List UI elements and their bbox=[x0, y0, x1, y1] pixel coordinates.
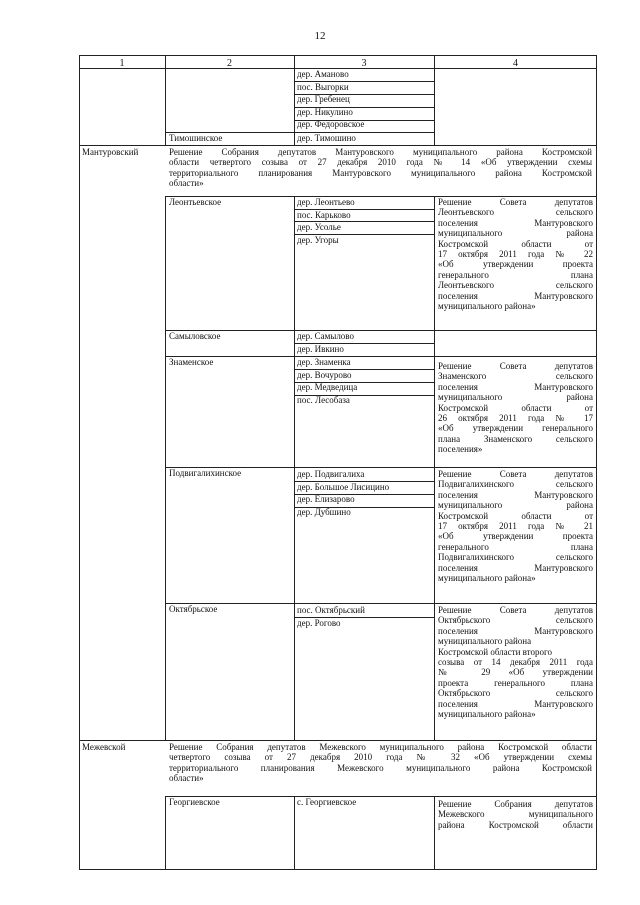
col-line-1 bbox=[165, 796, 166, 870]
plan-line: муниципального района bbox=[438, 228, 593, 239]
plan-line: 17 октября 2011 года № 22 bbox=[438, 249, 593, 260]
plan-line: Решение Совета депутатов bbox=[438, 361, 593, 371]
plan-line: поселения Мантуровского bbox=[438, 489, 593, 500]
decision-line: Решение Собрания депутатов Межевского муниципального района Костромской области bbox=[169, 742, 592, 752]
plan-line: Костромской области второго bbox=[438, 646, 552, 657]
plan-line: Решение Совета депутатов bbox=[438, 469, 593, 479]
plan-line: муниципального района bbox=[438, 636, 532, 647]
plan-line: муниципального района» bbox=[438, 301, 536, 312]
plan-line: поселения Мантуровского bbox=[438, 381, 593, 392]
district-divider bbox=[79, 145, 597, 146]
plan-line: муниципального района» bbox=[438, 573, 536, 584]
settlement-name: пос. Октябрьский bbox=[297, 605, 365, 615]
plan-line: созыва от 14 декабря 2011 года bbox=[438, 657, 593, 668]
plan-line: Решение Собрания депутатов bbox=[438, 799, 593, 809]
header-col-3: 3 bbox=[361, 58, 367, 69]
settlement-name: дер. Федоровское bbox=[297, 119, 365, 130]
plan-line: № 29 «Об утверждении bbox=[438, 667, 593, 678]
settlement-name: дер. Никулино bbox=[297, 106, 353, 117]
row-divider bbox=[165, 356, 597, 357]
district-decision bbox=[169, 742, 592, 784]
plan-line: муниципального района bbox=[438, 392, 593, 403]
plan-line: «Об утверждении проекта bbox=[438, 259, 593, 270]
plan-line: Леонтьевского сельского bbox=[438, 280, 593, 291]
rural-settlement-name: Знаменское bbox=[169, 357, 214, 367]
settlement-name: дер. Гребенец bbox=[297, 94, 350, 105]
settlement-divider bbox=[294, 221, 434, 222]
settlement-divider bbox=[294, 209, 434, 210]
plan-line: поселения Мантуровского bbox=[438, 625, 593, 636]
settlement-name: дер. Леонтьево bbox=[297, 197, 355, 207]
decision-line: территориального планирования Мантуровского муниципального района Костромской bbox=[169, 167, 592, 178]
settlement-name: дер. Угоры bbox=[297, 234, 339, 245]
plan-line: муниципального района bbox=[438, 500, 593, 511]
settlement-divider bbox=[294, 617, 434, 618]
plan-line: Костромской области от bbox=[438, 510, 593, 521]
plan-line: поселения Мантуровского bbox=[438, 217, 593, 228]
settlement-name: дер. Большое Лисицино bbox=[297, 481, 390, 492]
settlement-name: дер. Знаменка bbox=[297, 357, 351, 367]
settlement-name: пос. Лесобаза bbox=[297, 394, 350, 405]
settlement-divider bbox=[294, 395, 434, 396]
general-plan-decision bbox=[438, 799, 593, 830]
plan-line: Решение Совета депутатов bbox=[438, 197, 593, 207]
settlement-name: дер. Тимошино bbox=[297, 133, 356, 143]
settlement-name: дер. Подвигалиха bbox=[297, 469, 365, 479]
col-line-2 bbox=[294, 196, 295, 740]
plan-line: 17 октября 2011 года № 21 bbox=[438, 521, 593, 532]
plan-line: плана Знаменского сельского bbox=[438, 433, 593, 444]
decision-line: области четвертого созыва от 27 декабря 2010 года № 14 «Об утверждении схемы bbox=[169, 157, 592, 168]
row-divider bbox=[165, 330, 597, 331]
district-decision bbox=[169, 147, 592, 189]
col-line-3 bbox=[434, 55, 435, 145]
plan-line: Октябрьского сельского bbox=[438, 688, 593, 699]
rural-settlement-name: Георгиевское bbox=[169, 797, 220, 807]
settlement-divider bbox=[294, 234, 434, 235]
general-plan-decision bbox=[438, 197, 593, 311]
plan-line: генерального плана bbox=[438, 541, 593, 552]
row-divider bbox=[165, 603, 597, 604]
plan-line: поселения Мантуровского bbox=[438, 698, 593, 709]
col-line-2 bbox=[294, 796, 295, 870]
settlement-divider bbox=[294, 343, 434, 344]
settlement-name: с. Георгиевское bbox=[297, 797, 357, 807]
col-line-3 bbox=[434, 796, 435, 870]
plan-line: Подвигалихинского сельского bbox=[438, 552, 593, 563]
decision-line: четвертого созыва от 27 декабря 2010 года № 32 «Об утверждении схемы bbox=[169, 752, 592, 763]
general-plan-decision bbox=[438, 605, 593, 719]
header-col-4: 4 bbox=[513, 58, 518, 69]
rural-settlement-name: Подвигалихинское bbox=[169, 468, 242, 478]
decision-line: области» bbox=[169, 178, 204, 189]
settlement-name: дер. Медведица bbox=[297, 382, 358, 393]
col-line-3 bbox=[434, 196, 435, 740]
rural-settlement-name: Самыловское bbox=[169, 331, 221, 341]
plan-line: Костромской области от bbox=[438, 402, 593, 413]
plan-line: Леонтьевского сельского bbox=[438, 207, 593, 218]
settlement-name: дер. Вочурово bbox=[297, 369, 352, 380]
settlement-list bbox=[297, 797, 356, 810]
plan-line: поселения Мантуровского bbox=[438, 290, 593, 301]
district-divider bbox=[79, 740, 597, 741]
decision-line: области» bbox=[169, 773, 204, 784]
decision-line: Решение Собрания депутатов Мантуровского муниципального района Костромской bbox=[169, 147, 592, 157]
header-col-2: 2 bbox=[227, 58, 232, 69]
page-number: 12 bbox=[314, 30, 326, 42]
settlement-divider bbox=[294, 481, 434, 482]
settlement-divider bbox=[294, 94, 434, 95]
plan-line: Костромской области от bbox=[438, 238, 593, 249]
general-plan-decision bbox=[438, 361, 593, 455]
rural-settlement-name: Леонтьевское bbox=[169, 197, 222, 207]
settlement-name: пос. Карьково bbox=[297, 209, 351, 220]
row-divider bbox=[165, 796, 597, 797]
settlement-list-continued bbox=[297, 69, 364, 132]
settlement-name: дер. Ивкино bbox=[297, 343, 344, 354]
plan-line: Октябрьского сельского bbox=[438, 615, 593, 626]
settlement-divider bbox=[294, 120, 434, 121]
plan-line: 26 октября 2011 года № 17 bbox=[438, 413, 593, 424]
settlement-name: дер. Рогово bbox=[297, 617, 341, 628]
settlement-name: дер. Самылово bbox=[297, 331, 354, 341]
plan-line: «Об утверждении генерального bbox=[438, 423, 593, 434]
plan-line: Подвигалихинского сельского bbox=[438, 479, 593, 490]
settlement-divider bbox=[294, 382, 434, 383]
settlement-divider bbox=[294, 369, 434, 370]
plan-line: Решение Совета депутатов bbox=[438, 605, 593, 615]
rural-settlement-name: Октябрьское bbox=[169, 604, 218, 614]
plan-line: генерального плана bbox=[438, 269, 593, 280]
district-name: Мантуровский bbox=[82, 147, 139, 157]
plan-line: поселения Мантуровского bbox=[438, 562, 593, 573]
settlement-divider bbox=[294, 107, 434, 108]
settlement-name: пос. Выгорки bbox=[297, 81, 349, 92]
district-name: Межевской bbox=[82, 742, 126, 752]
plan-line: Знаменского сельского bbox=[438, 371, 593, 382]
settlement-divider bbox=[294, 494, 434, 495]
settlement-name: дер. Елизарово bbox=[297, 494, 355, 505]
rural-settlement-name: Тимошинское bbox=[169, 133, 223, 143]
col-line-1 bbox=[165, 196, 166, 740]
plan-line: поселения» bbox=[438, 444, 483, 455]
plan-line: муниципального района» bbox=[438, 709, 536, 720]
general-plan-decision bbox=[438, 469, 593, 583]
plan-line: района Костромской области bbox=[438, 819, 593, 830]
settlement-divider bbox=[294, 507, 434, 508]
settlement-divider bbox=[294, 81, 434, 82]
decision-line: территориального планирования Межевского муниципального района Костромской bbox=[169, 762, 592, 773]
plan-line: проекта генерального плана bbox=[438, 677, 593, 688]
settlement-name: дер. Дубшино bbox=[297, 506, 351, 517]
plan-line: Межевского муниципального bbox=[438, 809, 593, 820]
header-col-1: 1 bbox=[119, 58, 125, 69]
settlement-list bbox=[297, 197, 355, 247]
settlement-name: дер. Усолье bbox=[297, 222, 341, 233]
settlement-name: дер. Аманово bbox=[297, 69, 349, 79]
plan-line: «Об утверждении проекта bbox=[438, 531, 593, 542]
